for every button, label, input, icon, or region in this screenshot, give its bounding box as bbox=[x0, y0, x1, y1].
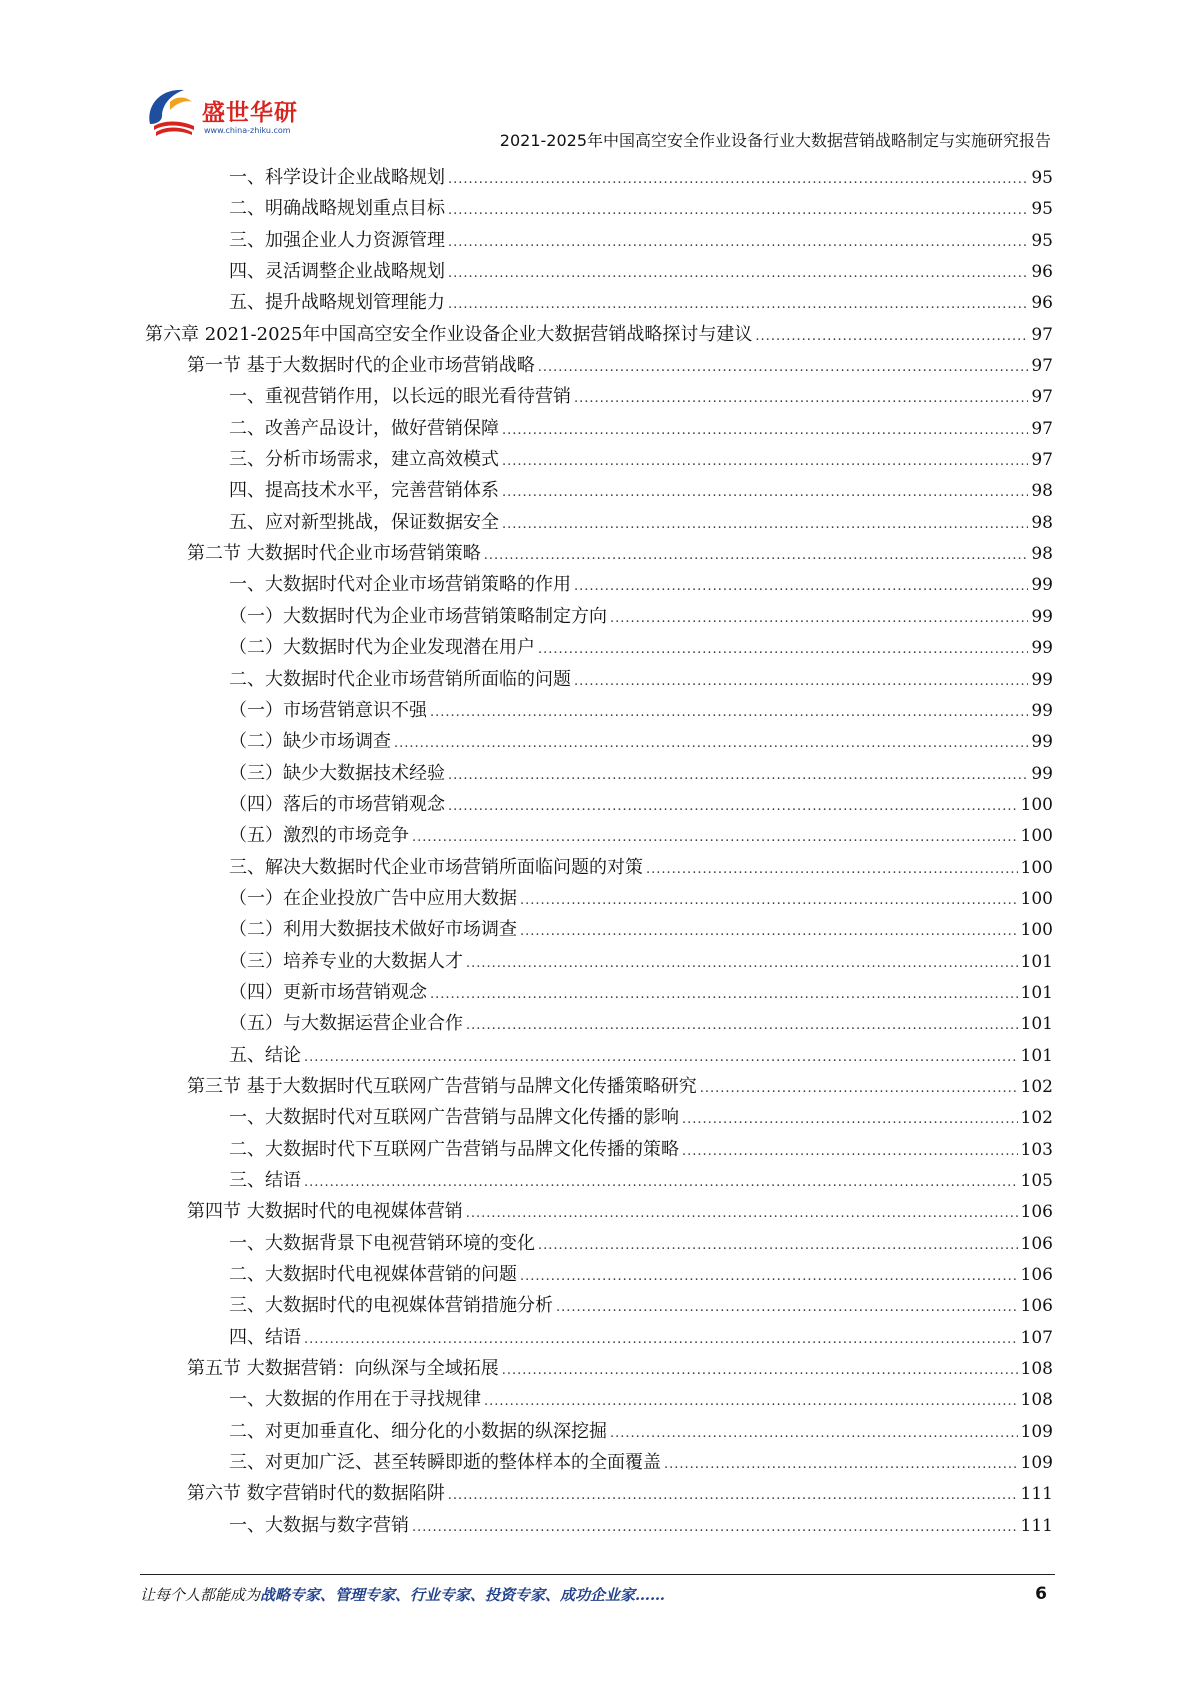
toc-entry-title: 第一节 基于大数据时代的企业市场营销战略 bbox=[187, 355, 535, 377]
toc-entry[interactable] bbox=[145, 413, 1053, 444]
toc-entry[interactable] bbox=[145, 444, 1053, 475]
toc-entry-title: （四）更新市场营销观念 bbox=[229, 981, 427, 1003]
toc-entry[interactable] bbox=[145, 758, 1053, 789]
toc-entry-title: 二、大数据时代下互联网广告营销与品牌文化传播的策略 bbox=[229, 1138, 679, 1160]
toc-entry-title: 二、明确战略规划重点目标 bbox=[229, 198, 445, 220]
toc-page-number: 106 bbox=[1020, 1233, 1053, 1254]
toc-page-number: 108 bbox=[1020, 1390, 1053, 1411]
toc-entry-title: 四、结语 bbox=[229, 1326, 301, 1348]
toc-entry[interactable] bbox=[145, 914, 1053, 945]
toc-page-number: 102 bbox=[1020, 1108, 1053, 1129]
toc-page-number: 100 bbox=[1020, 794, 1053, 815]
toc-page-number: 99 bbox=[1031, 606, 1053, 627]
toc-dot-leader bbox=[520, 1261, 1018, 1292]
toc-page-number: 100 bbox=[1020, 826, 1053, 847]
toc-entry[interactable] bbox=[145, 1322, 1053, 1353]
toc-page-number: 97 bbox=[1031, 418, 1053, 439]
toc-dot-leader bbox=[682, 1136, 1018, 1167]
toc-page-number: 99 bbox=[1031, 669, 1053, 690]
toc-page-number: 105 bbox=[1020, 1171, 1053, 1191]
toc-entry[interactable] bbox=[145, 381, 1053, 412]
toc-entry[interactable] bbox=[145, 1447, 1053, 1478]
logo-emblem-icon bbox=[140, 80, 204, 144]
logo-name: 盛世华研 bbox=[202, 100, 298, 126]
toc-entry[interactable] bbox=[145, 820, 1053, 851]
toc-dot-leader bbox=[484, 540, 1029, 571]
toc-page-number: 100 bbox=[1020, 920, 1053, 941]
toc-entry-title: 一、大数据背景下电视营销环境的变化 bbox=[229, 1232, 535, 1254]
page-footer bbox=[140, 1584, 1055, 1614]
toc-entry-title: 五、结论 bbox=[229, 1044, 301, 1066]
toc-entry-title: 四、提高技术水平，完善营销体系 bbox=[229, 480, 499, 502]
toc-dot-leader bbox=[755, 321, 1028, 352]
toc-entry[interactable] bbox=[145, 1196, 1053, 1227]
toc-dot-leader bbox=[682, 1104, 1018, 1135]
toc-entry-title: 第五节 大数据营销：向纵深与全域拓展 bbox=[187, 1358, 499, 1380]
logo-url: www.china-zhiku.com bbox=[204, 126, 291, 135]
toc-entry[interactable] bbox=[145, 789, 1053, 820]
toc-entry-title: （二）大数据时代为企业发现潜在用户 bbox=[229, 637, 535, 659]
toc-entry[interactable] bbox=[145, 946, 1053, 977]
toc-dot-leader bbox=[556, 1292, 1018, 1323]
toc-dot-leader bbox=[502, 446, 1028, 477]
toc-page-number: 109 bbox=[1020, 1453, 1053, 1474]
toc-page-number: 108 bbox=[1020, 1359, 1053, 1380]
toc-dot-leader bbox=[538, 352, 1029, 383]
toc-dot-leader bbox=[502, 1355, 1018, 1386]
toc-page-number: 106 bbox=[1020, 1265, 1053, 1286]
toc-page-number: 103 bbox=[1020, 1139, 1053, 1160]
toc-dot-leader bbox=[448, 1480, 1018, 1511]
toc-entry-title: 三、分析市场需求，建立高效模式 bbox=[229, 449, 499, 471]
toc-dot-leader bbox=[466, 1010, 1018, 1041]
page-header bbox=[0, 0, 1191, 160]
toc-page-number: 101 bbox=[1020, 951, 1053, 972]
toc-dot-leader bbox=[538, 1230, 1018, 1261]
footer-slogan-prefix: 让每个人都能成为 bbox=[140, 1586, 261, 1604]
toc-entry[interactable] bbox=[145, 883, 1053, 914]
toc-entry-title: 三、加强企业人力资源管理 bbox=[229, 229, 445, 251]
toc-entry[interactable] bbox=[145, 1071, 1053, 1102]
toc-entry[interactable] bbox=[145, 977, 1053, 1008]
toc-dot-leader bbox=[646, 854, 1018, 885]
toc-entry[interactable] bbox=[145, 538, 1053, 569]
toc-page-number: 99 bbox=[1031, 700, 1053, 721]
toc-dot-leader bbox=[448, 791, 1018, 822]
toc-entry-title: （五）与大数据运营企业合作 bbox=[229, 1013, 463, 1035]
toc-page-number: 97 bbox=[1031, 387, 1053, 408]
toc-page-number: 101 bbox=[1020, 1045, 1053, 1066]
toc-entry-title: 第二节 大数据时代企业市场营销策略 bbox=[187, 543, 481, 565]
toc-entry[interactable] bbox=[145, 1510, 1053, 1541]
toc-entry-title: 一、重视营销作用，以长远的眼光看待营销 bbox=[229, 386, 571, 408]
toc-entry-title: 三、对更加广泛、甚至转瞬即逝的整体样本的全面覆盖 bbox=[229, 1452, 661, 1474]
toc-dot-leader bbox=[448, 289, 1028, 320]
toc-page-number: 100 bbox=[1020, 857, 1053, 878]
toc-page-number: 109 bbox=[1020, 1421, 1053, 1442]
toc-dot-leader bbox=[466, 1198, 1018, 1229]
toc-dot-leader bbox=[574, 571, 1028, 602]
toc-dot-leader bbox=[430, 979, 1018, 1010]
toc-entry-title: （二）缺少市场调查 bbox=[229, 731, 391, 753]
toc-entry-title: 一、科学设计企业战略规划 bbox=[229, 167, 445, 188]
toc-page-number: 111 bbox=[1020, 1515, 1053, 1536]
toc-entry[interactable] bbox=[145, 1134, 1053, 1165]
toc-dot-leader bbox=[394, 728, 1028, 759]
toc-entry-title: 第四节 大数据时代的电视媒体营销 bbox=[187, 1201, 463, 1223]
toc-entry[interactable] bbox=[145, 1290, 1053, 1321]
document-title: 2021-2025年中国高空安全作业设备行业大数据营销战略制定与实施研究报告 bbox=[499, 131, 1051, 150]
toc-dot-leader bbox=[304, 1324, 1018, 1355]
toc-entry-title: （一）大数据时代为企业市场营销策略制定方向 bbox=[229, 605, 607, 627]
toc-dot-leader bbox=[610, 1418, 1018, 1449]
toc-dot-leader bbox=[520, 885, 1018, 916]
toc-page-number: 97 bbox=[1031, 356, 1053, 377]
toc-entry-title: 一、大数据的作用在于寻找规律 bbox=[229, 1389, 481, 1411]
toc-entry[interactable] bbox=[145, 601, 1053, 632]
toc-dot-leader bbox=[448, 227, 1028, 258]
toc-dot-leader bbox=[574, 383, 1028, 414]
toc-entry-title: （三）缺少大数据技术经验 bbox=[229, 762, 445, 784]
toc-entry[interactable] bbox=[145, 193, 1053, 224]
toc-dot-leader bbox=[430, 697, 1028, 728]
toc-entry[interactable] bbox=[145, 256, 1053, 287]
toc-entry[interactable] bbox=[145, 569, 1053, 600]
toc-dot-leader bbox=[448, 164, 1028, 195]
toc-entry-title: 第六节 数字营销时代的数据陷阱 bbox=[187, 1483, 445, 1505]
toc-page-number: 99 bbox=[1031, 763, 1053, 784]
company-logo bbox=[140, 80, 330, 150]
toc-page-number: 101 bbox=[1020, 982, 1053, 1003]
toc-entry[interactable] bbox=[145, 1165, 1053, 1196]
toc-entry[interactable] bbox=[145, 1008, 1053, 1039]
toc-entry[interactable] bbox=[145, 1259, 1053, 1290]
toc-entry[interactable] bbox=[145, 695, 1053, 726]
toc-page-number: 96 bbox=[1031, 262, 1053, 283]
toc-page-number: 100 bbox=[1020, 888, 1053, 909]
page-number: 6 bbox=[1035, 1584, 1047, 1604]
toc-entry[interactable] bbox=[145, 1416, 1053, 1447]
toc-dot-leader bbox=[448, 195, 1028, 226]
toc-entry-title: 二、对更加垂直化、细分化的小数据的纵深挖掘 bbox=[229, 1420, 607, 1442]
toc-entry-title: 四、灵活调整企业战略规划 bbox=[229, 261, 445, 283]
toc-entry-title: （一）市场营销意识不强 bbox=[229, 699, 427, 721]
toc-page-number: 106 bbox=[1020, 1202, 1053, 1223]
toc-page-number: 101 bbox=[1020, 1014, 1053, 1035]
toc-dot-leader bbox=[664, 1449, 1018, 1480]
toc-entry-title: 二、大数据时代企业市场营销所面临的问题 bbox=[229, 668, 571, 690]
toc-dot-leader bbox=[304, 1167, 1018, 1198]
toc-dot-leader bbox=[412, 822, 1018, 853]
footer-slogan-roles: 战略专家、管理专家、行业专家、投资专家、成功企业家…… bbox=[260, 1586, 666, 1604]
toc-dot-leader bbox=[502, 415, 1028, 446]
toc-page-number: 102 bbox=[1020, 1076, 1053, 1097]
toc-dot-leader bbox=[484, 1386, 1018, 1417]
toc-entry-title: 二、大数据时代电视媒体营销的问题 bbox=[229, 1264, 517, 1286]
toc-entry-title: （五）激烈的市场竞争 bbox=[229, 825, 409, 847]
toc-page-number: 99 bbox=[1031, 732, 1053, 753]
toc-entry[interactable] bbox=[145, 1384, 1053, 1415]
toc-page-number: 97 bbox=[1031, 324, 1053, 345]
toc-entry-title: 二、改善产品设计，做好营销保障 bbox=[229, 417, 499, 439]
toc-entry-title: （三）培养专业的大数据人才 bbox=[229, 950, 463, 972]
toc-entry[interactable] bbox=[145, 1228, 1053, 1259]
toc-page-number: 99 bbox=[1031, 638, 1053, 659]
toc-dot-leader bbox=[574, 666, 1028, 697]
toc-entry-title: 三、结语 bbox=[229, 1170, 301, 1191]
toc-page-number: 95 bbox=[1031, 199, 1053, 220]
toc-entry[interactable] bbox=[145, 350, 1053, 381]
toc-dot-leader bbox=[538, 634, 1028, 665]
toc-entry[interactable] bbox=[145, 1040, 1053, 1071]
toc-entry[interactable] bbox=[145, 1478, 1053, 1509]
table-of-contents bbox=[145, 162, 1053, 1541]
toc-entry[interactable] bbox=[145, 475, 1053, 506]
toc-entry[interactable] bbox=[145, 1353, 1053, 1384]
toc-entry[interactable] bbox=[145, 726, 1053, 757]
toc-page-number: 98 bbox=[1031, 544, 1053, 565]
toc-entry-title: 三、解决大数据时代企业市场营销所面临问题的对策 bbox=[229, 856, 643, 878]
toc-entry[interactable] bbox=[145, 287, 1053, 318]
toc-entry-title: 一、大数据时代对互联网广告营销与品牌文化传播的影响 bbox=[229, 1107, 679, 1129]
toc-page-number: 95 bbox=[1031, 230, 1053, 251]
toc-dot-leader bbox=[412, 1512, 1018, 1543]
toc-entry-title: （一）在企业投放广告中应用大数据 bbox=[229, 887, 517, 909]
toc-dot-leader bbox=[304, 1042, 1018, 1073]
toc-dot-leader bbox=[610, 603, 1028, 634]
toc-entry-title: 一、大数据与数字营销 bbox=[229, 1514, 409, 1536]
toc-entry[interactable] bbox=[145, 664, 1053, 695]
toc-dot-leader bbox=[448, 760, 1028, 791]
toc-page-number: 97 bbox=[1031, 450, 1053, 471]
toc-entry-title: 一、大数据时代对企业市场营销策略的作用 bbox=[229, 574, 571, 596]
toc-page-number: 98 bbox=[1031, 512, 1053, 533]
toc-dot-leader bbox=[502, 509, 1028, 540]
toc-dot-leader bbox=[502, 477, 1028, 508]
toc-entry-title: 三、大数据时代的电视媒体营销措施分析 bbox=[229, 1295, 553, 1317]
toc-entry[interactable] bbox=[145, 225, 1053, 256]
toc-entry-title: 五、提升战略规划管理能力 bbox=[229, 292, 445, 314]
toc-entry-title: （二）利用大数据技术做好市场调查 bbox=[229, 919, 517, 941]
toc-page-number: 106 bbox=[1020, 1296, 1053, 1317]
toc-entry-title: 第三节 基于大数据时代互联网广告营销与品牌文化传播策略研究 bbox=[187, 1075, 697, 1097]
toc-entry[interactable] bbox=[145, 1102, 1053, 1133]
toc-dot-leader bbox=[466, 948, 1018, 979]
toc-entry[interactable] bbox=[145, 507, 1053, 538]
toc-entry-title: 第六章 2021-2025年中国高空安全作业设备企业大数据营销战略探讨与建议 bbox=[145, 323, 753, 345]
toc-page-number: 107 bbox=[1020, 1327, 1053, 1348]
toc-page-number: 96 bbox=[1031, 293, 1053, 314]
toc-entry[interactable] bbox=[145, 319, 1053, 350]
toc-entry-title: （四）落后的市场营销观念 bbox=[229, 793, 445, 815]
toc-dot-leader bbox=[700, 1073, 1018, 1104]
toc-page-number: 99 bbox=[1031, 575, 1053, 596]
toc-entry[interactable] bbox=[145, 162, 1053, 193]
toc-dot-leader bbox=[520, 916, 1018, 947]
toc-page-number: 98 bbox=[1031, 481, 1053, 502]
footer-divider bbox=[140, 1574, 1055, 1575]
toc-page-number: 95 bbox=[1031, 168, 1053, 188]
toc-entry[interactable] bbox=[145, 632, 1053, 663]
toc-page-number: 111 bbox=[1020, 1484, 1053, 1505]
toc-entry-title: 五、应对新型挑战，保证数据安全 bbox=[229, 511, 499, 533]
toc-dot-leader bbox=[448, 258, 1028, 289]
toc-entry[interactable] bbox=[145, 852, 1053, 883]
